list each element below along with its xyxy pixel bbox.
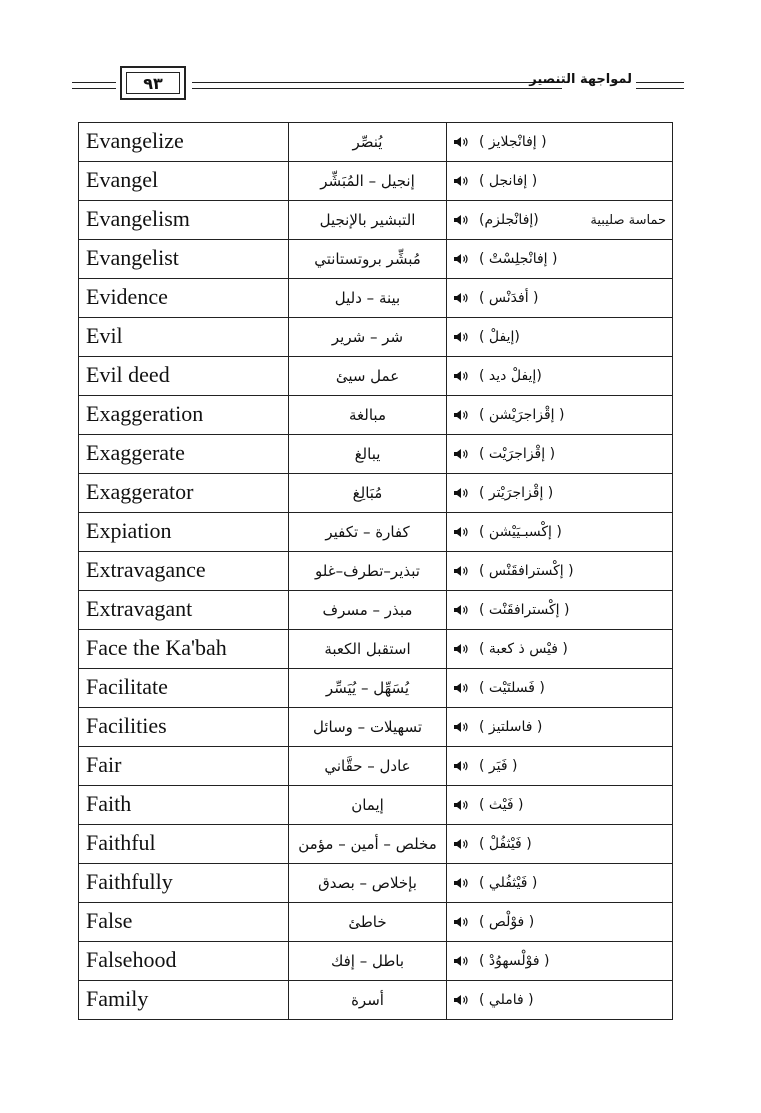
table-row (79, 591, 673, 630)
pronunciation-text: ( فَسلتَيْت ) (479, 680, 545, 696)
pronunciation-cell (447, 630, 673, 669)
english-term: Fair (79, 747, 289, 786)
speaker-icon[interactable] (453, 291, 471, 305)
pronunciation-text: ( إفانْجلِسْتْ ) (479, 251, 558, 267)
english-term: Evil (79, 318, 289, 357)
pronunciation-text: ( فاسلتيز ) (479, 719, 543, 735)
arabic-meaning: خاطئ (289, 903, 447, 942)
pronunciation-cell (447, 786, 673, 825)
pronunciation-text: ( فَيْثفُلْ ) (479, 836, 532, 852)
pronunciation-text: ( فَيْث ) (479, 797, 524, 813)
pronunciation-text: ( فَيْثفُلي ) (479, 875, 538, 891)
arabic-meaning: عادل – حقَّاني (289, 747, 447, 786)
arabic-meaning: بينة – دليل (289, 279, 447, 318)
pronunciation-cell (447, 708, 673, 747)
pronunciation-cell (447, 942, 673, 981)
arabic-meaning: تبذير–تطرف–غلو (289, 552, 447, 591)
english-term: Expiation (79, 513, 289, 552)
english-term: Falsehood (79, 942, 289, 981)
speaker-icon[interactable] (453, 993, 471, 1007)
pronunciation-text: ( إقْزاجرَيْشن ) (479, 407, 565, 423)
pronunciation-cell (447, 474, 673, 513)
english-term: Faithfully (79, 864, 289, 903)
speaker-icon[interactable] (453, 174, 471, 188)
english-term: Exaggerator (79, 474, 289, 513)
speaker-icon[interactable] (453, 213, 471, 227)
table-row (79, 123, 673, 162)
arabic-meaning: مبالغة (289, 396, 447, 435)
table-row (79, 825, 673, 864)
arabic-meaning: يُنصِّر (289, 123, 447, 162)
speaker-icon[interactable] (453, 252, 471, 266)
speaker-icon[interactable] (453, 642, 471, 656)
pronunciation-text: ( فوْلْص ) (479, 914, 535, 930)
pronunciation-text: ( إقْزاجرَيْت ) (479, 446, 556, 462)
pronunciation-text: ( إكْسبـيَيْشن ) (479, 524, 562, 540)
arabic-meaning: عمل سيئ (289, 357, 447, 396)
header-rule-left (72, 82, 116, 89)
table-row (79, 708, 673, 747)
pronunciation-cell (447, 240, 673, 279)
table-row (79, 396, 673, 435)
pronunciation-cell (447, 318, 673, 357)
speaker-icon[interactable] (453, 369, 471, 383)
speaker-icon[interactable] (453, 330, 471, 344)
arabic-meaning: شر – شرير (289, 318, 447, 357)
table-row (79, 786, 673, 825)
english-term: Extravagant (79, 591, 289, 630)
pronunciation-cell (447, 591, 673, 630)
english-term: Evidence (79, 279, 289, 318)
arabic-meaning: مُبشِّر بروتستانتي (289, 240, 447, 279)
pronunciation-note: حماسة صليبية (590, 212, 666, 228)
speaker-icon[interactable] (453, 759, 471, 773)
arabic-meaning: استقبل الكعبة (289, 630, 447, 669)
speaker-icon[interactable] (453, 564, 471, 578)
table-row (79, 279, 673, 318)
pronunciation-cell (447, 396, 673, 435)
arabic-meaning: يبالغ (289, 435, 447, 474)
page-number-box (120, 66, 186, 100)
running-title: لمواجهة التنصير (529, 72, 632, 87)
pronunciation-text: (إيفلْ ديد ) (479, 368, 542, 384)
pronunciation-text: (إيفلْ ) (479, 329, 520, 345)
pronunciation-text: (إفانْجلزم) (479, 212, 539, 228)
pronunciation-text: ( إفانْجلايز ) (479, 134, 547, 150)
english-term: Family (79, 981, 289, 1020)
pronunciation-text: ( إكْسترافقَنْس ) (479, 563, 574, 579)
pronunciation-text: ( إفانجل ) (479, 173, 538, 189)
pronunciation-text: ( فَيَر ) (479, 758, 518, 774)
pronunciation-text: ( فوْلْسهوُدْ ) (479, 953, 550, 969)
table-row (79, 435, 673, 474)
table-row (79, 630, 673, 669)
pronunciation-cell (447, 279, 673, 318)
arabic-meaning: التبشير بالإنجيل (289, 201, 447, 240)
arabic-meaning: باطل – إفك (289, 942, 447, 981)
english-term: Facilitate (79, 669, 289, 708)
vocabulary-table-body (79, 123, 673, 1020)
english-term: Exaggerate (79, 435, 289, 474)
english-term: Exaggeration (79, 396, 289, 435)
speaker-icon[interactable] (453, 720, 471, 734)
english-term: Faithful (79, 825, 289, 864)
page-number: ٩٣ (126, 72, 180, 94)
arabic-meaning: تسهيلات – وسائل (289, 708, 447, 747)
speaker-icon[interactable] (453, 525, 471, 539)
english-term: Evangelism (79, 201, 289, 240)
arabic-meaning: مخلص – أمين – مؤمن (289, 825, 447, 864)
english-term: Evangelist (79, 240, 289, 279)
english-term: Evangel (79, 162, 289, 201)
pronunciation-text: ( أفدَنْس ) (479, 290, 539, 306)
table-row (79, 201, 673, 240)
pronunciation-cell (447, 825, 673, 864)
speaker-icon[interactable] (453, 603, 471, 617)
pronunciation-cell (447, 162, 673, 201)
arabic-meaning: كفارة – تكفير (289, 513, 447, 552)
header-rule-middle (192, 82, 562, 89)
pronunciation-cell (447, 903, 673, 942)
table-row (79, 318, 673, 357)
pronunciation-cell (447, 513, 673, 552)
table-row (79, 942, 673, 981)
table-row (79, 669, 673, 708)
speaker-icon[interactable] (453, 486, 471, 500)
english-term: Face the Ka'bah (79, 630, 289, 669)
pronunciation-text: ( إقْزاجرَيْتر ) (479, 485, 554, 501)
speaker-icon[interactable] (453, 915, 471, 929)
speaker-icon[interactable] (453, 447, 471, 461)
speaker-icon[interactable] (453, 837, 471, 851)
speaker-icon[interactable] (453, 954, 471, 968)
arabic-meaning: يُسَهِّل – يُيَسِّر (289, 669, 447, 708)
pronunciation-cell (447, 435, 673, 474)
table-row (79, 864, 673, 903)
speaker-icon[interactable] (453, 408, 471, 422)
table-row (79, 474, 673, 513)
speaker-icon[interactable] (453, 681, 471, 695)
table-row (79, 240, 673, 279)
pronunciation-text: ( فاملي ) (479, 992, 534, 1008)
pronunciation-text: ( إكْسترافقَنْت ) (479, 602, 570, 618)
table-row (79, 552, 673, 591)
arabic-meaning: بإخلاص – بصدق (289, 864, 447, 903)
english-term: False (79, 903, 289, 942)
arabic-meaning: إنجيل – المُبَشِّر (289, 162, 447, 201)
arabic-meaning: إيمان (289, 786, 447, 825)
english-term: Extravagance (79, 552, 289, 591)
table-row (79, 981, 673, 1020)
table-row (79, 747, 673, 786)
pronunciation-cell (447, 981, 673, 1020)
english-term: Evangelize (79, 123, 289, 162)
pronunciation-cell (447, 864, 673, 903)
pronunciation-cell (447, 357, 673, 396)
english-term: Evil deed (79, 357, 289, 396)
table-row (79, 357, 673, 396)
header-rule-right (636, 82, 684, 89)
vocabulary-table (78, 122, 673, 1020)
table-row (79, 513, 673, 552)
pronunciation-text: ( فيْس ذ كعبة ) (479, 641, 568, 657)
speaker-icon[interactable] (453, 798, 471, 812)
table-row (79, 903, 673, 942)
arabic-meaning: مبذر – مسرف (289, 591, 447, 630)
english-term: Faith (79, 786, 289, 825)
arabic-meaning: أسرة (289, 981, 447, 1020)
arabic-meaning: مُبَالِغ (289, 474, 447, 513)
page-header (72, 66, 684, 104)
pronunciation-cell (447, 552, 673, 591)
english-term: Facilities (79, 708, 289, 747)
pronunciation-cell (447, 669, 673, 708)
speaker-icon[interactable] (453, 135, 471, 149)
table-row (79, 162, 673, 201)
pronunciation-cell (447, 747, 673, 786)
pronunciation-cell (447, 123, 673, 162)
pronunciation-cell (447, 201, 673, 240)
speaker-icon[interactable] (453, 876, 471, 890)
